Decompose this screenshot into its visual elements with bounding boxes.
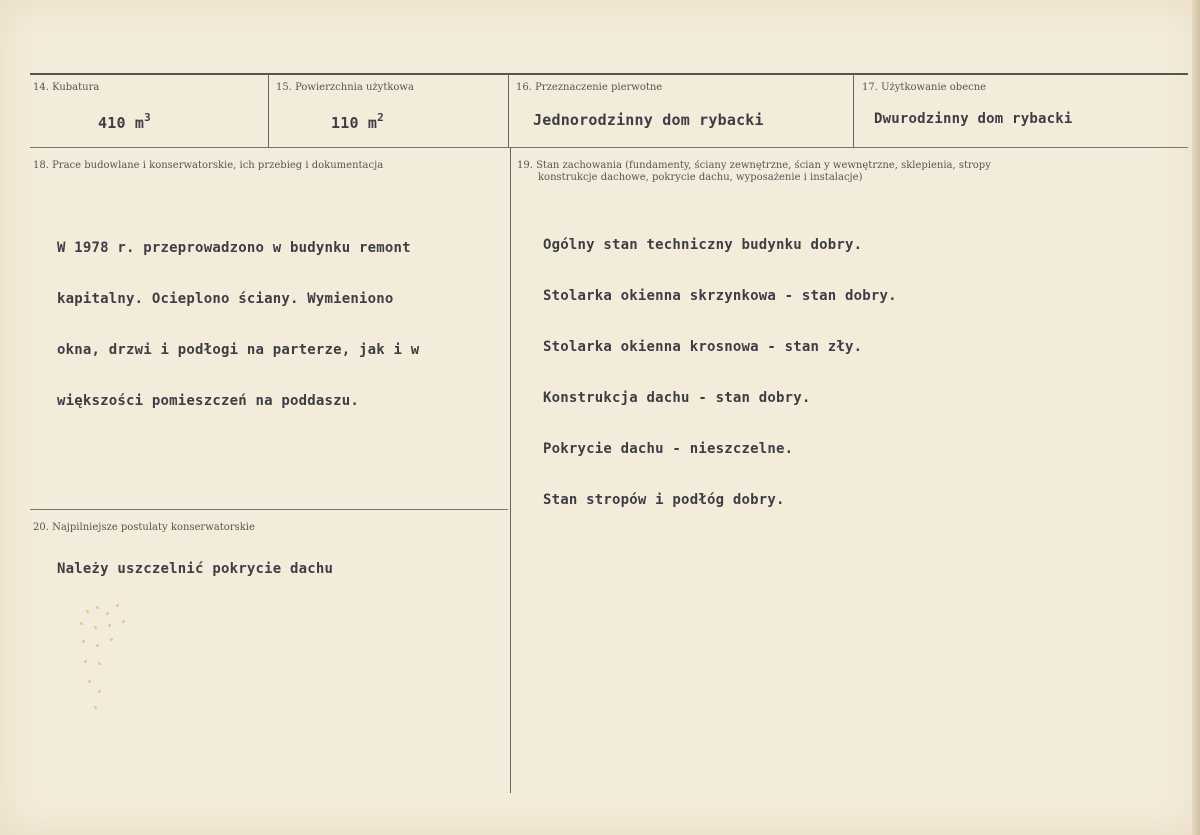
- field19-line: Konstrukcja dachu - stan dobry.: [543, 390, 811, 406]
- field19-line: Stolarka okienna skrzynkowa - stan dobry.: [543, 288, 897, 304]
- field18-line: kapitalny. Ocieplono ściany. Wymieniono: [57, 291, 394, 307]
- field19-label-line1: 19. Stan zachowania (fundamenty, ściany zewnętrzne, ścian y wewnętrzne, sklepienia, stropy: [517, 160, 991, 171]
- field16-label: 16. Przeznaczenie pierwotne: [516, 82, 663, 93]
- divider-16-17: [853, 74, 854, 148]
- field17-value: Dwurodzinny dom rybacki: [874, 111, 1073, 127]
- paper-stain: [78, 600, 128, 715]
- field18-text: [57, 206, 419, 444]
- field19-line: Stolarka okienna krosnowa - stan zły.: [543, 339, 863, 355]
- field19-line: Ogólny stan techniczny budynku dobry.: [543, 237, 863, 253]
- top-rule: [30, 73, 1188, 75]
- field14-unit-sup: 3: [144, 111, 151, 124]
- field20-rule: [30, 509, 508, 510]
- field15-label: 15. Powierzchnia użytkowa: [276, 82, 414, 93]
- field20-label: 20. Najpilniejsze postulaty konserwatorskie: [33, 522, 255, 533]
- field18-line: większości pomieszczeń na poddaszu.: [57, 393, 360, 409]
- field15-value: 110 $m^2$: [331, 111, 384, 132]
- row1-rule: [30, 147, 1188, 148]
- field18-label: 18. Prace budowlane i konserwatorskie, ich przebieg i dokumentacja: [33, 160, 384, 171]
- field15-unit-sup: 2: [377, 111, 384, 124]
- divider-15-16: [508, 74, 509, 148]
- field14-value: 410 $m^3$: [98, 111, 151, 132]
- field19-text: [543, 203, 897, 543]
- divider-18-19: [510, 148, 511, 793]
- field16-value: Jednorodzinny dom rybacki: [533, 111, 764, 129]
- field19-line: Pokrycie dachu - nieszczelne.: [543, 441, 794, 457]
- field17-label: 17. Użytkowanie obecne: [862, 82, 987, 93]
- divider-14-15: [268, 74, 269, 148]
- field19-label-line2: konstrukcje dachowe, pokrycie dachu, wyposażenie i instalacje): [538, 172, 863, 183]
- field20-value: Należy uszczelnić pokrycie dachu: [57, 561, 334, 577]
- card-edge: [1192, 0, 1200, 835]
- field19-line: Stan stropów i podłóg dobry.: [543, 492, 785, 508]
- field18-line: okna, drzwi i podłogi na parterze, jak i w: [57, 342, 420, 358]
- field14-label: 14. Kubatura: [33, 82, 100, 93]
- field18-line: W 1978 r. przeprowadzono w budynku remont: [57, 240, 411, 256]
